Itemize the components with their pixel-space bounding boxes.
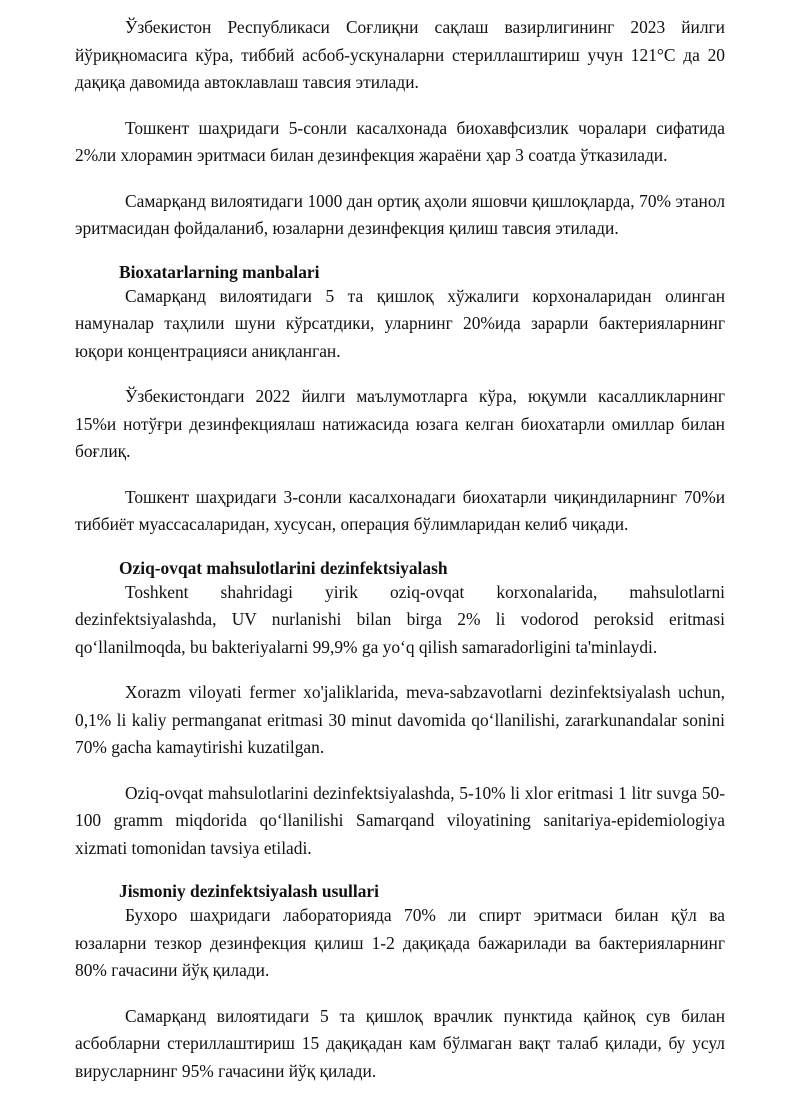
paragraph: Ўзбекистон Республикаси Соғлиқни сақлаш вазирлигининг 2023 йилги йўриқномасига кўра, тиббий асбоб-ускуналарни стериллаштириш учун 121°C да 20 дақиқа давомида автоклавлаш тавсия этилади. — [75, 17, 725, 92]
paragraph: Xorazm viloyati fermer xo'jaliklarida, meva-sabzavotlarni dezinfektsiyalash uchun, 0,1% li kaliy permanganat eritmasi 30 minut davomida qo‘llanilishi, zararkunandalar sonini 70% gacha kamaytirishi kuzatilgan. — [75, 682, 725, 757]
paragraph: Тошкент шаҳридаги 3-сонли касалхонадаги биохатарли чиқиндиларнинг 70%и тиббиёт муассасаларидан, хусусан, операция бўлимларидан келиб чиқади. — [75, 486, 725, 534]
section-bioxatar-manbalari — [75, 261, 725, 539]
paragraph: Toshkent shahridagi yirik oziq-ovqat korxonalarida, mahsulotlarni dezinfektsiyalashda, UV nurlanishi bilan birga 2% li vodorod peroksid eritmasi qo‘llanilmoqda, bu bakteriyalarni 99,9% ga yo‘q qilish samaradorligini ta'minlaydi. — [75, 581, 725, 657]
section-jismoniy-dezinfektsiyalash — [75, 880, 725, 1085]
paragraph: Самарқанд вилоятидаги 1000 дан ортиқ аҳоли яшовчи қишлоқларда, 70% этанол эритмасидан фойдаланиб, юзаларни дезинфекция қилиш тавсия этилади. — [75, 190, 725, 238]
paragraph: Самарқанд вилоятидаги 5 та қишлоқ врачлик пунктида қайноқ сув билан асбобларни стериллаштириш 15 дақиқадан кам бўлмаган вақт талаб қилади, бу усул вирусларнинг 95% гачасини йўқ қилади. — [75, 1005, 725, 1081]
section-heading: Bioxatarlarning manbalari — [119, 261, 320, 282]
section-heading: Jismoniy dezinfektsiyalash usullari — [119, 881, 379, 901]
document-page — [75, 14, 725, 1103]
paragraph: Oziq-ovqat mahsulotlarini dezinfektsiyalashda, 5-10% li xlor eritmasi 1 litr suvga 50-100 gramm miqdorida qo‘llanilishi Samarqand viloyatining sanitariya-epidemiologiya xizmati tomonidan tavsiya etiladi. — [75, 782, 725, 858]
section-heading: Oziq-ovqat mahsulotlarini dezinfektsiyalash — [119, 557, 448, 578]
paragraph: Бухоро шаҳридаги лабораторияда 70% ли спирт эритмаси билан қўл ва юзаларни тезкор дезинфекция қилиш 1-2 дақиқада бажарилади ва бактерияларнинг 80% гачасини йўқ қилади. — [75, 905, 725, 980]
paragraph: Тошкент шаҳридаги 5-сонли касалхонада биохавфсизлик чоралари сифатида 2%ли хлорамин эритмаси билан дезинфекция жараёни ҳар 3 соатда ўтказилади. — [75, 117, 725, 165]
paragraph: Самарқанд вилоятидаги 5 та қишлоқ хўжалиги корхоналаридан олинган намуналар таҳлили шуни кўрсатдики, уларнинг 20%ида зарарли бактерияларнинг юқори концентрацияси аниқланган. — [75, 285, 725, 361]
intro-section — [75, 14, 725, 243]
paragraph: Ўзбекистондаги 2022 йилги маълумотларга кўра, юқумли касалликларнинг 15%и нотўғри дезинфекциялаш натижасида юзага келган биохатарли омиллар билан боғлиқ. — [75, 386, 725, 461]
section-oziq-ovqat-dezinfektsiyalash — [75, 557, 725, 863]
